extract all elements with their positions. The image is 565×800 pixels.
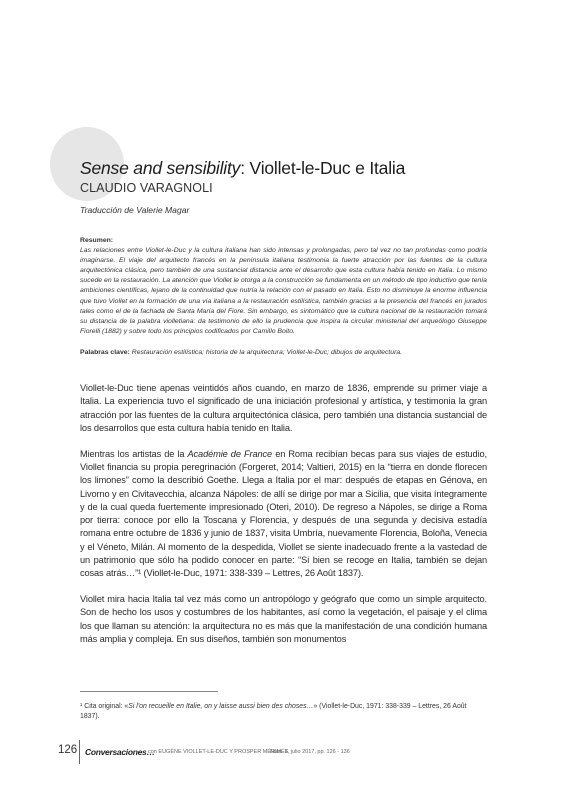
body-paragraph-2 <box>80 448 487 581</box>
keywords <box>80 348 487 358</box>
abstract-text: Las relaciones entre Viollet-le-Duc y la cultura italiana han sido intensas y prolongadas, pero tal vez no tan profundas como podría imaginarse. El viaje del arquitecto francés en la península italiana testimonia la fuerte atracción por las fuentes de la cultura arquitectónica clásica, pero también de una sustancial distancia ante el desarrollo que esta cultura había tenido en Italia. Lo mismo sucede en la restauración. La atención que Viollet le otorga a la construcción se fundamenta en un método de tipo inductivo que tenía ambiciones científicas, lejano de la continuidad que nutría la relación con el pasado en Italia. Esto no disminuye la enorme influencia que tuvo Viollet en la formación de una vía italiana a la restauración estilística, también gracias a la presencia del francés en jurados tales como el de la fachada de Santa María del Fiore. Sin embargo, es sintomático que la cultura nacional de la restauración tomará su distancia de la palabra violletiana: da testimonio de ello la prudencia que inspira la circular ministerial del arqueólogo Giuseppe Fiorelli (1882) y sobre todo los principios codificados por Camillo Boito. <box>80 247 487 335</box>
footer-separator <box>79 740 80 764</box>
footnote <box>80 702 487 722</box>
issue-info: Núm. 3, julio 2017, pp. 126 - 136 <box>270 748 350 755</box>
footnote-tail: » (Viollet-le-Duc, 1971: 338-339 – Lettres, 26 Août 1837). <box>80 703 467 720</box>
journal-name: Conversaciones… <box>85 747 155 757</box>
body-paragraph-3: Viollet mira hacia Italia tal vez más como un antropólogo y geógrafo que como un simple arquitecto. Son de hecho los usos y costumbres de los habitantes, así como la vegetación, el paisaje y el clima los que llaman su atención: la arquitectura no es más que la manifestación de una condición humana más amplia y compleja. En sus diseños, también son monumentos <box>80 594 487 645</box>
article-author: CLAUDIO VARAGNOLI <box>80 181 213 195</box>
body-paragraph-1: Viollet-le-Duc tiene apenas veintidós años cuando, en marzo de 1836, emprende su primer viaje a Italia. La experiencia tuvo el significado de una iniciación profesional y artística, y testimonia la gran atracción por las fuentes de la cultura arquitectónica clásica, pero también una distancia sustancial de los desarrollos que esta cultura había tenido en Italia. <box>80 383 487 433</box>
footnote-lead: Cita original: « <box>82 703 129 710</box>
footnote-quote: Si l'on recueille en Italie, on y laisse aussi bien des choses… <box>128 703 314 710</box>
body-paragraph-2-italic: Académie de France <box>187 448 273 459</box>
article-body <box>80 382 487 659</box>
page-footer <box>58 738 518 764</box>
footnote-marker: ¹ <box>80 703 83 710</box>
abstract <box>80 236 487 337</box>
body-paragraph-2-start: Mientras los artistas de la <box>80 448 188 459</box>
abstract-heading: Resumen: <box>80 237 114 244</box>
keywords-heading: Palabras clave: <box>80 349 130 356</box>
article-title-italic: Sense and sensibility <box>80 158 241 178</box>
page-number: 126 <box>58 744 78 756</box>
keywords-text: Restauración estilística; historia de la arquitectura; Viollet-le-Duc; dibujos de arquitectura. <box>131 349 403 356</box>
body-paragraph-2-rest: en Roma recibían becas para sus viajes de estudio, Viollet financia su propia peregrinación (Forgeret, 2014; Valtieri, 2015) en la “tierra en donde florecen los limones” como la describió Goethe. Llega a Italia por el mar: después de etapas en Génova, en Livorno y en Civitavecchia, alcanza Nápoles: de allí se dirige por mar a Sicilia, que visita íntegramente y de la cual queda fuertemente impresionado (Oteri, 2010). De regreso a Nápoles, se dirige a Roma por tierra: conoce por ello la Toscana y Florencia, y después de una segunda y decisiva estadía romana entre octubre de 1836 y junio de 1837, visita Umbría, nuevamente Florencia, Boloña, Venecia y el Véneto, Milán. Al momento de la despedida, Viollet se siente inadecuado frente a la vastedad de un patrimonio que sólo ha podido conocer en parte: “Si bien se recoge en Italia, también se dejan cosas atrás…”¹ (Viollet-le-Duc, 1971: 338-339 – Lettres, 26 Août 1837). <box>80 448 487 579</box>
issue-theme: con EUGÈNE VIOLLET-LE-DUC Y PROSPER MÉRIMÉE <box>148 748 289 755</box>
article-title-rest: : Viollet-le-Duc e Italia <box>240 158 406 178</box>
translator-credit: Traducción de Valerie Magar <box>80 205 190 215</box>
article-title <box>80 158 405 179</box>
footnote-divider <box>80 691 218 692</box>
